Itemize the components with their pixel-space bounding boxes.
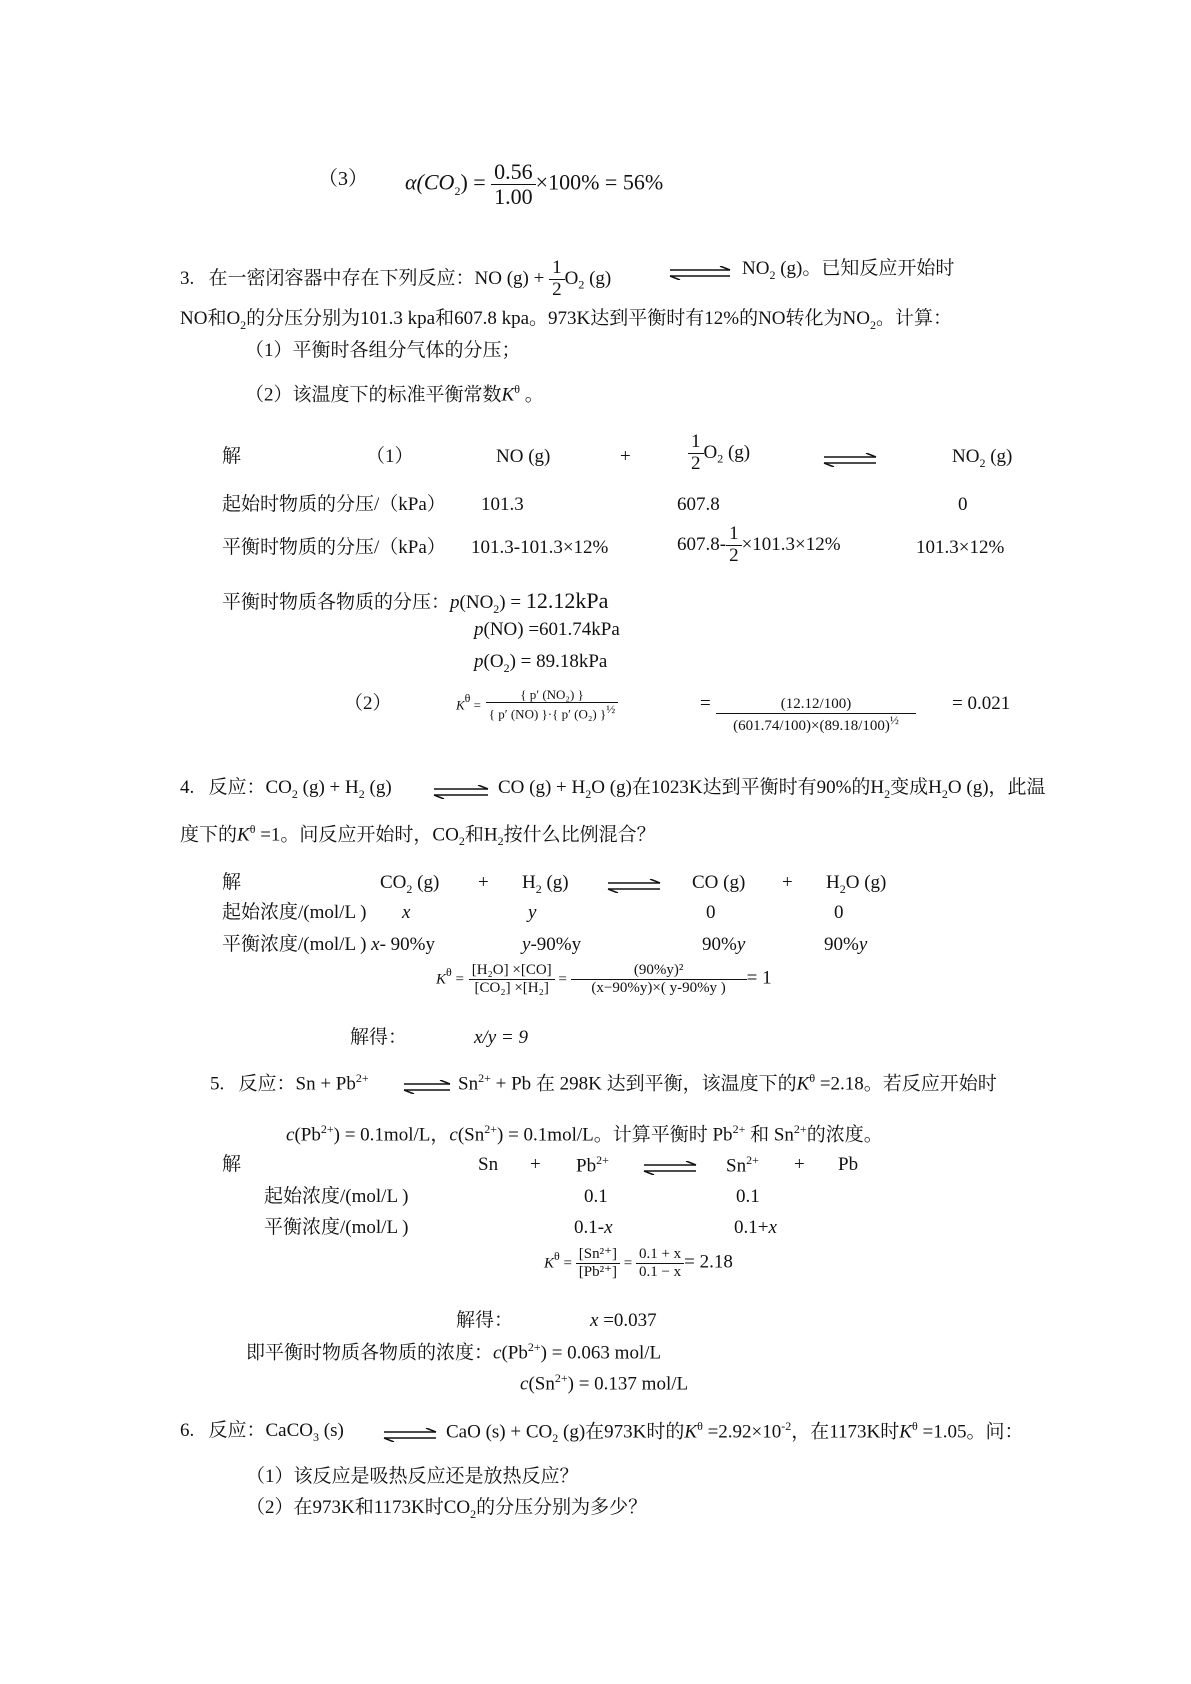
q4-line2: 度下的$K^\theta =1$。问反应开始时，$CO_2$和$H_2$按什么比例混合？ <box>180 822 656 849</box>
sol4-row1-v2: y <box>528 902 537 923</box>
sol4-k-formula: $K^\theta$ = $\frac{\text{[H₂O] ×[CO]}}{\text{[CO₂] ×[H₂]}}$ = $\frac{\text{(90\%y)²}}{(x-90\%y)\times( y-90\%y )}$ = 1 <box>436 962 772 996</box>
sol5-row1-v2: 0.1 <box>736 1186 760 1207</box>
sol3-row2-v3: 101.3×12% <box>916 537 1005 558</box>
q4-line1a: 4. 反应：$CO_2$ $(g) + H_2$ (g) <box>180 777 392 801</box>
sol3-p-o2: $p(O_2) = 89.18kPa$ <box>474 651 608 675</box>
q5-line2: $c(Pb^{2+}) = 0.1mol/L$，$c(Sn^{2+}) = 0.1mol/L$。计算平衡时 $Pb^{2+}$ 和 $Sn^{2+}$的浓度。 <box>286 1122 883 1146</box>
sol5-plus1: + <box>530 1154 541 1175</box>
alpha-line <box>318 168 368 191</box>
sol3-o2: $\frac{1}{2}$ $O_2$ (g) <box>688 432 750 475</box>
sol3-row1-v2: 607.8 <box>677 494 720 515</box>
sol4-row1-v3: 0 <box>706 902 716 923</box>
sol3-row1-v3: 0 <box>958 494 968 515</box>
sol5-row2-v2: 0.1+x <box>734 1217 777 1238</box>
equilibrium-arrow <box>606 879 662 893</box>
sol4-row1-label: 起始浓度/(mol/L ) <box>222 902 367 923</box>
sol4-h2: $H_2$ (g) <box>522 872 569 896</box>
q4-line1b: CO $(g) + H_2O$ (g)在1023K达到平衡时有90%的$H_2$变成$H_2O$ (g)，此温 <box>498 777 1046 801</box>
q3-ask1: （1）平衡时各组分气体的分压； <box>245 340 521 361</box>
q3-ask2: （2）该温度下的标准平衡常数$K^\theta$ 。 <box>245 382 544 406</box>
sol5-row1-label: 起始浓度/(mol/L ) <box>264 1186 409 1207</box>
equilibrium-arrow <box>668 266 732 280</box>
sol3-jie: 解 <box>222 446 242 467</box>
sol3-p-no: p(NO) =601.74kPa <box>474 619 620 640</box>
sol3-result: = 0.021 <box>952 693 1011 714</box>
sol3-part2: （2） <box>344 693 392 714</box>
sol5-conc2: $c(Sn^{2+}) = 0.137$ mol/L <box>520 1371 689 1395</box>
equilibrium-arrow <box>382 1428 438 1442</box>
q6-ask2: （2）在973K和1173K时$CO_2$的分压分别为多少？ <box>246 1497 648 1521</box>
sol3-row2-label: 平衡时物质的分压/（kPa） <box>222 537 446 558</box>
sol4-row2-v2: y-90%y <box>522 934 582 955</box>
q3-line1: 3. 在一密闭容器中存在下列反应：NO (g) + $\frac{1}{2}$ $O_2$ (g) <box>180 257 612 300</box>
sol4-co: CO (g) <box>692 872 746 893</box>
sol5-jie: 解 <box>222 1154 242 1175</box>
q3-line1-end: $NO_2$ (g)。已知反应开始时 <box>742 258 955 282</box>
sol5-k-formula: $K^\theta$ = $\frac{\text{[Sn²⁺]}}{\text{[Pb²⁺]}}$ = $\frac{0.1 + x}{0.1 - x}$ = 2.18 <box>544 1246 733 1280</box>
sol5-plus2: + <box>794 1154 805 1175</box>
sol3-eq2: = <box>700 693 711 714</box>
sol4-row2-v4: 90%y <box>824 934 868 955</box>
sol4-co2: $CO_2$ (g) <box>380 872 440 896</box>
equilibrium-arrow <box>432 785 490 799</box>
q3-line2: NO和$O_2$的分压分别为101.3 kpa和607.8 kpa。973K达到平衡时有12%的NO转化为$NO_2$。计算： <box>180 308 952 332</box>
sol3-no2: $NO_2$ (g) <box>952 446 1013 470</box>
sol3-no: NO (g) <box>496 446 551 467</box>
q6-line1b: CaO $(s) + CO_2$ (g)在973K时的$K^\theta =2.92\times 10^{-2}$，在1173K时$K^\theta =1.05$。问： <box>446 1419 1024 1446</box>
equilibrium-arrow <box>642 1161 698 1175</box>
sol5-row2-label: 平衡浓度/(mol/L ) <box>264 1217 409 1238</box>
sol5-pb2: $Pb^{2+}$ <box>576 1153 609 1177</box>
sol3-part1: （1） <box>366 446 414 467</box>
sol3-row2-v1: 101.3-101.3×12% <box>471 537 609 558</box>
sol4-solve-label: 解得： <box>350 1027 408 1048</box>
sol4-row1-v1: x <box>402 902 411 923</box>
sol4-h2o: $H_2O$ (g) <box>826 872 887 896</box>
alpha-fraction: $\frac{0.56}{1.00}$ <box>491 160 536 209</box>
part-label: （3） <box>318 168 368 190</box>
sol3-row1-v1: 101.3 <box>481 494 524 515</box>
sol5-row2-v1: 0.1-x <box>574 1217 613 1238</box>
sol4-plus1: + <box>478 872 489 893</box>
equilibrium-arrow <box>402 1080 452 1094</box>
sol4-solve-val: x/y = 9 <box>474 1027 528 1048</box>
sol5-conc1: 即平衡时物质各物质的浓度：$c(Pb^{2+}) = 0.063$ mol/L <box>246 1340 662 1364</box>
sol3-plus: + <box>620 446 631 467</box>
sol3-row2-v2: 607.8- $\frac{1}{2}$ ×101.3×12% <box>677 523 841 566</box>
sol4-row2: 平衡浓度/(mol/L ) x- 90%y <box>222 934 436 955</box>
sol3-k-formula: $K^\theta$ = $\frac{\text{\{ p′ (NO₂) \}}}{\{ p' (NO) \}\cdot\{ p' (O_2) \}^{\frac{1}{2}}}$ <box>456 688 618 722</box>
sol3-k2-formula: $\frac{(12.12/100)}{(601.74/100)\times(89.18/100)^{\frac{1}{2}}}$ <box>716 696 916 734</box>
equilibrium-arrow <box>822 453 878 467</box>
q6-ask1: （1）该反应是吸热反应还是放热反应？ <box>246 1466 579 1487</box>
sol5-solve-label: 解得： <box>456 1310 514 1331</box>
sol5-sn: Sn <box>478 1154 499 1175</box>
sol3-eq-label: 平衡时物质各物质的分压：$p(NO_2) = 12.12kPa$ <box>222 588 609 616</box>
sol4-row1-v4: 0 <box>834 902 844 923</box>
sol5-pb: Pb <box>838 1154 859 1175</box>
sol5-row1-v1: 0.1 <box>584 1186 608 1207</box>
sol4-plus2: + <box>782 872 793 893</box>
q5-line1b: $Sn^{2+} + Pb$ 在 298K 达到平衡，该温度下的$K^\theta =2.18$。若反应开始时 <box>458 1071 997 1095</box>
sol5-sn2: $Sn^{2+}$ <box>726 1153 759 1177</box>
sol3-row1-label: 起始时物质的分压/（kPa） <box>222 494 446 515</box>
q5-line1a: 5. 反应：$Sn + Pb^{2+}$ <box>210 1071 369 1095</box>
sol4-row2-v3: 90%y <box>702 934 746 955</box>
sol5-solve-val: x =0.037 <box>590 1310 657 1331</box>
alpha-formula: $\alpha(CO_2)$ = $\frac{0.56}{1.00}$ ×100% = 56% <box>405 159 664 210</box>
sol4-jie: 解 <box>222 872 242 893</box>
q6-line1a: 6. 反应：CaCO$_3$ (s) <box>180 1420 344 1444</box>
